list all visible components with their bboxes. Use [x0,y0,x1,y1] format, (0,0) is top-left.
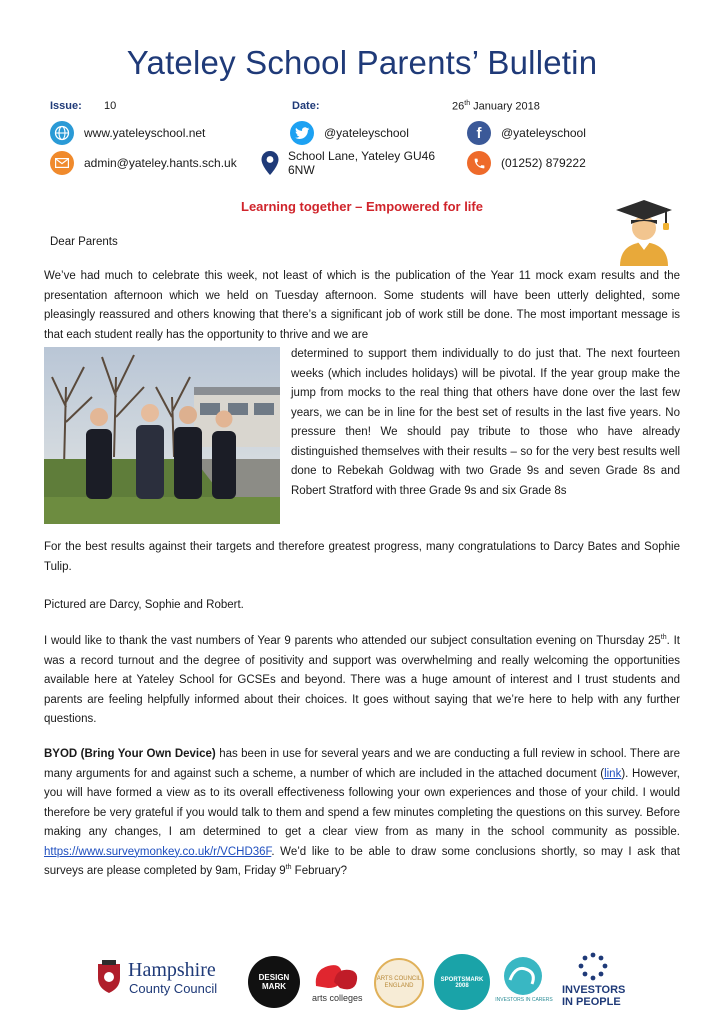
phone-number[interactable]: (01252) 879222 [501,156,586,170]
byod-heading: BYOD (Bring Your Own Device) [44,748,216,760]
email-contact[interactable] [50,151,237,175]
byod-text-c: . We’d like to be able to draw some conclusions shortly, so may I ask that surveys are please completed by 9am, Friday 9 [44,845,680,877]
students-photo [44,347,280,524]
investors-carers-text: INVESTORS IN CARERS [495,997,553,1003]
byod-text-a: has been in use for several years and we are conducting a full review in school. There are many arguments for and against such a scheme, a number of which are included in the attached document ( [44,748,681,780]
globe-icon [50,121,74,145]
arts-council-logo [374,958,424,1008]
byod-document-link[interactable]: link [604,767,622,780]
paragraph-pictured: Pictured are Darcy, Sophie and Robert. [44,599,244,611]
year9-text-a: I would like to thank the vast numbers of Year 9 parents who attended our subject consultation evening on Thursday 25 [44,635,661,647]
date-month-year: January 2018 [470,100,540,113]
website-link[interactable]: www.yateleyschool.net [84,126,206,140]
date-label: Date: [292,100,320,112]
date-suffix: th [464,100,471,107]
facebook-contact[interactable] [467,121,586,145]
sportsmark-logo [434,954,490,1010]
paragraph-mock-results: We’ve had much to celebrate this week, not least of which is the publication of the Year 11 mock exam results and the presentation afternoon which we held on Tuesday afternoon. Some students will have been utterly delighted, some pleasingly reassured and others knowing that there’s a significant job of work still be done. The most important message is that each student really has the opportunity to thrive and we are [44,270,680,341]
paragraph-year9-evening [44,632,680,730]
investors-in-people-icon [578,952,608,982]
arts-council-text: ARTS COUNCIL ENGLAND [376,976,422,989]
envelope-icon [50,151,74,175]
date-day: 26 [452,100,465,113]
phone-icon [467,151,491,175]
arts-colleges-text: arts colleges [312,993,363,1003]
issue-label: Issue: [50,100,82,112]
phone-contact[interactable] [467,151,586,175]
iip-line1: INVESTORS [562,984,626,996]
byod-sup: th [285,864,292,872]
byod-text-d: February? [291,865,348,877]
year9-text-b: . It was a record turnout and the degree of positivity and support was overwhelming and really welcoming the opportunities available here at Yateley School for GCSEs and beyond. There was a huge amount of interest and I trust students and parents are feeling helpfully informed about their choices. It goes without saying that we’re here to help with any further questions. [44,635,680,725]
greeting [44,233,680,253]
survey-link[interactable]: https://www.surveymonkey.co.uk/r/VCHD36F [44,845,272,858]
location-pin-icon [258,151,282,175]
year9-sup: th [660,634,667,642]
arts-colleges-icon [312,960,362,992]
footer-logos [0,950,724,1012]
issue-date [452,100,540,113]
facebook-icon: f [467,121,491,145]
design-mark-logo [248,956,300,1008]
bulletin-title: Yateley School Parents’ Bulletin [126,44,598,81]
paragraph-progress: For the best results against their targets and therefore greatest progress, many congratulations to Darcy Bates and Sophie Tulip. [44,541,680,573]
email-address[interactable]: admin@yateley.hants.sch.uk [84,156,237,170]
sportsmark-text: SPORTSMARK 2008 [440,977,484,989]
twitter-bird-icon [290,121,314,145]
graduate-icon [614,196,674,266]
twitter-contact[interactable] [290,121,409,145]
issue-number: 10 [104,100,117,112]
greeting-text: Dear Parents [50,236,118,248]
byod-text-b: ). However, you will have formed a view as to its overall effectiveness following your own experiences and those of your child. I would therefore be very grateful if you would talk to them and spend a few minutes completing the questions on this survey. Before making any changes, I am determined to get a clear view from as many in the school community as possible. [44,767,680,838]
design-mark-text: DESIGN MARK [258,973,290,991]
website-contact[interactable] [50,121,205,145]
school-motto: Learning together – Empowered for life [241,199,483,214]
hampshire-name: Hampshire [128,959,216,981]
school-address: School Lane, Yateley GU46 6NW [288,149,435,177]
investors-carers-icon [498,956,548,996]
address-contact [258,149,460,177]
paragraph-support: determined to support them individually to do just that. The next fourteen weeks (which includes holidays) will be pivotal. If the year group make the jump from mocks to the real thing that others have done over the last few years, we can be in line for the best set of results in the last five years. No pressure then! We should pay tribute to those who have already distinguished themselves with their results – so for the very best results well done to Rebekah Goldwag with two Grade 9s and seven Grade 8s and Robert Stratford with three Grade 9s and six Grade 8s [291,348,680,497]
hampshire-council: County Council [129,981,218,996]
twitter-handle: @yateleyschool [324,126,409,140]
facebook-handle: @yateleyschool [501,126,586,140]
paragraph-byod [44,745,680,882]
hampshire-crest-icon [96,960,122,994]
iip-line2: IN PEOPLE [562,996,621,1008]
